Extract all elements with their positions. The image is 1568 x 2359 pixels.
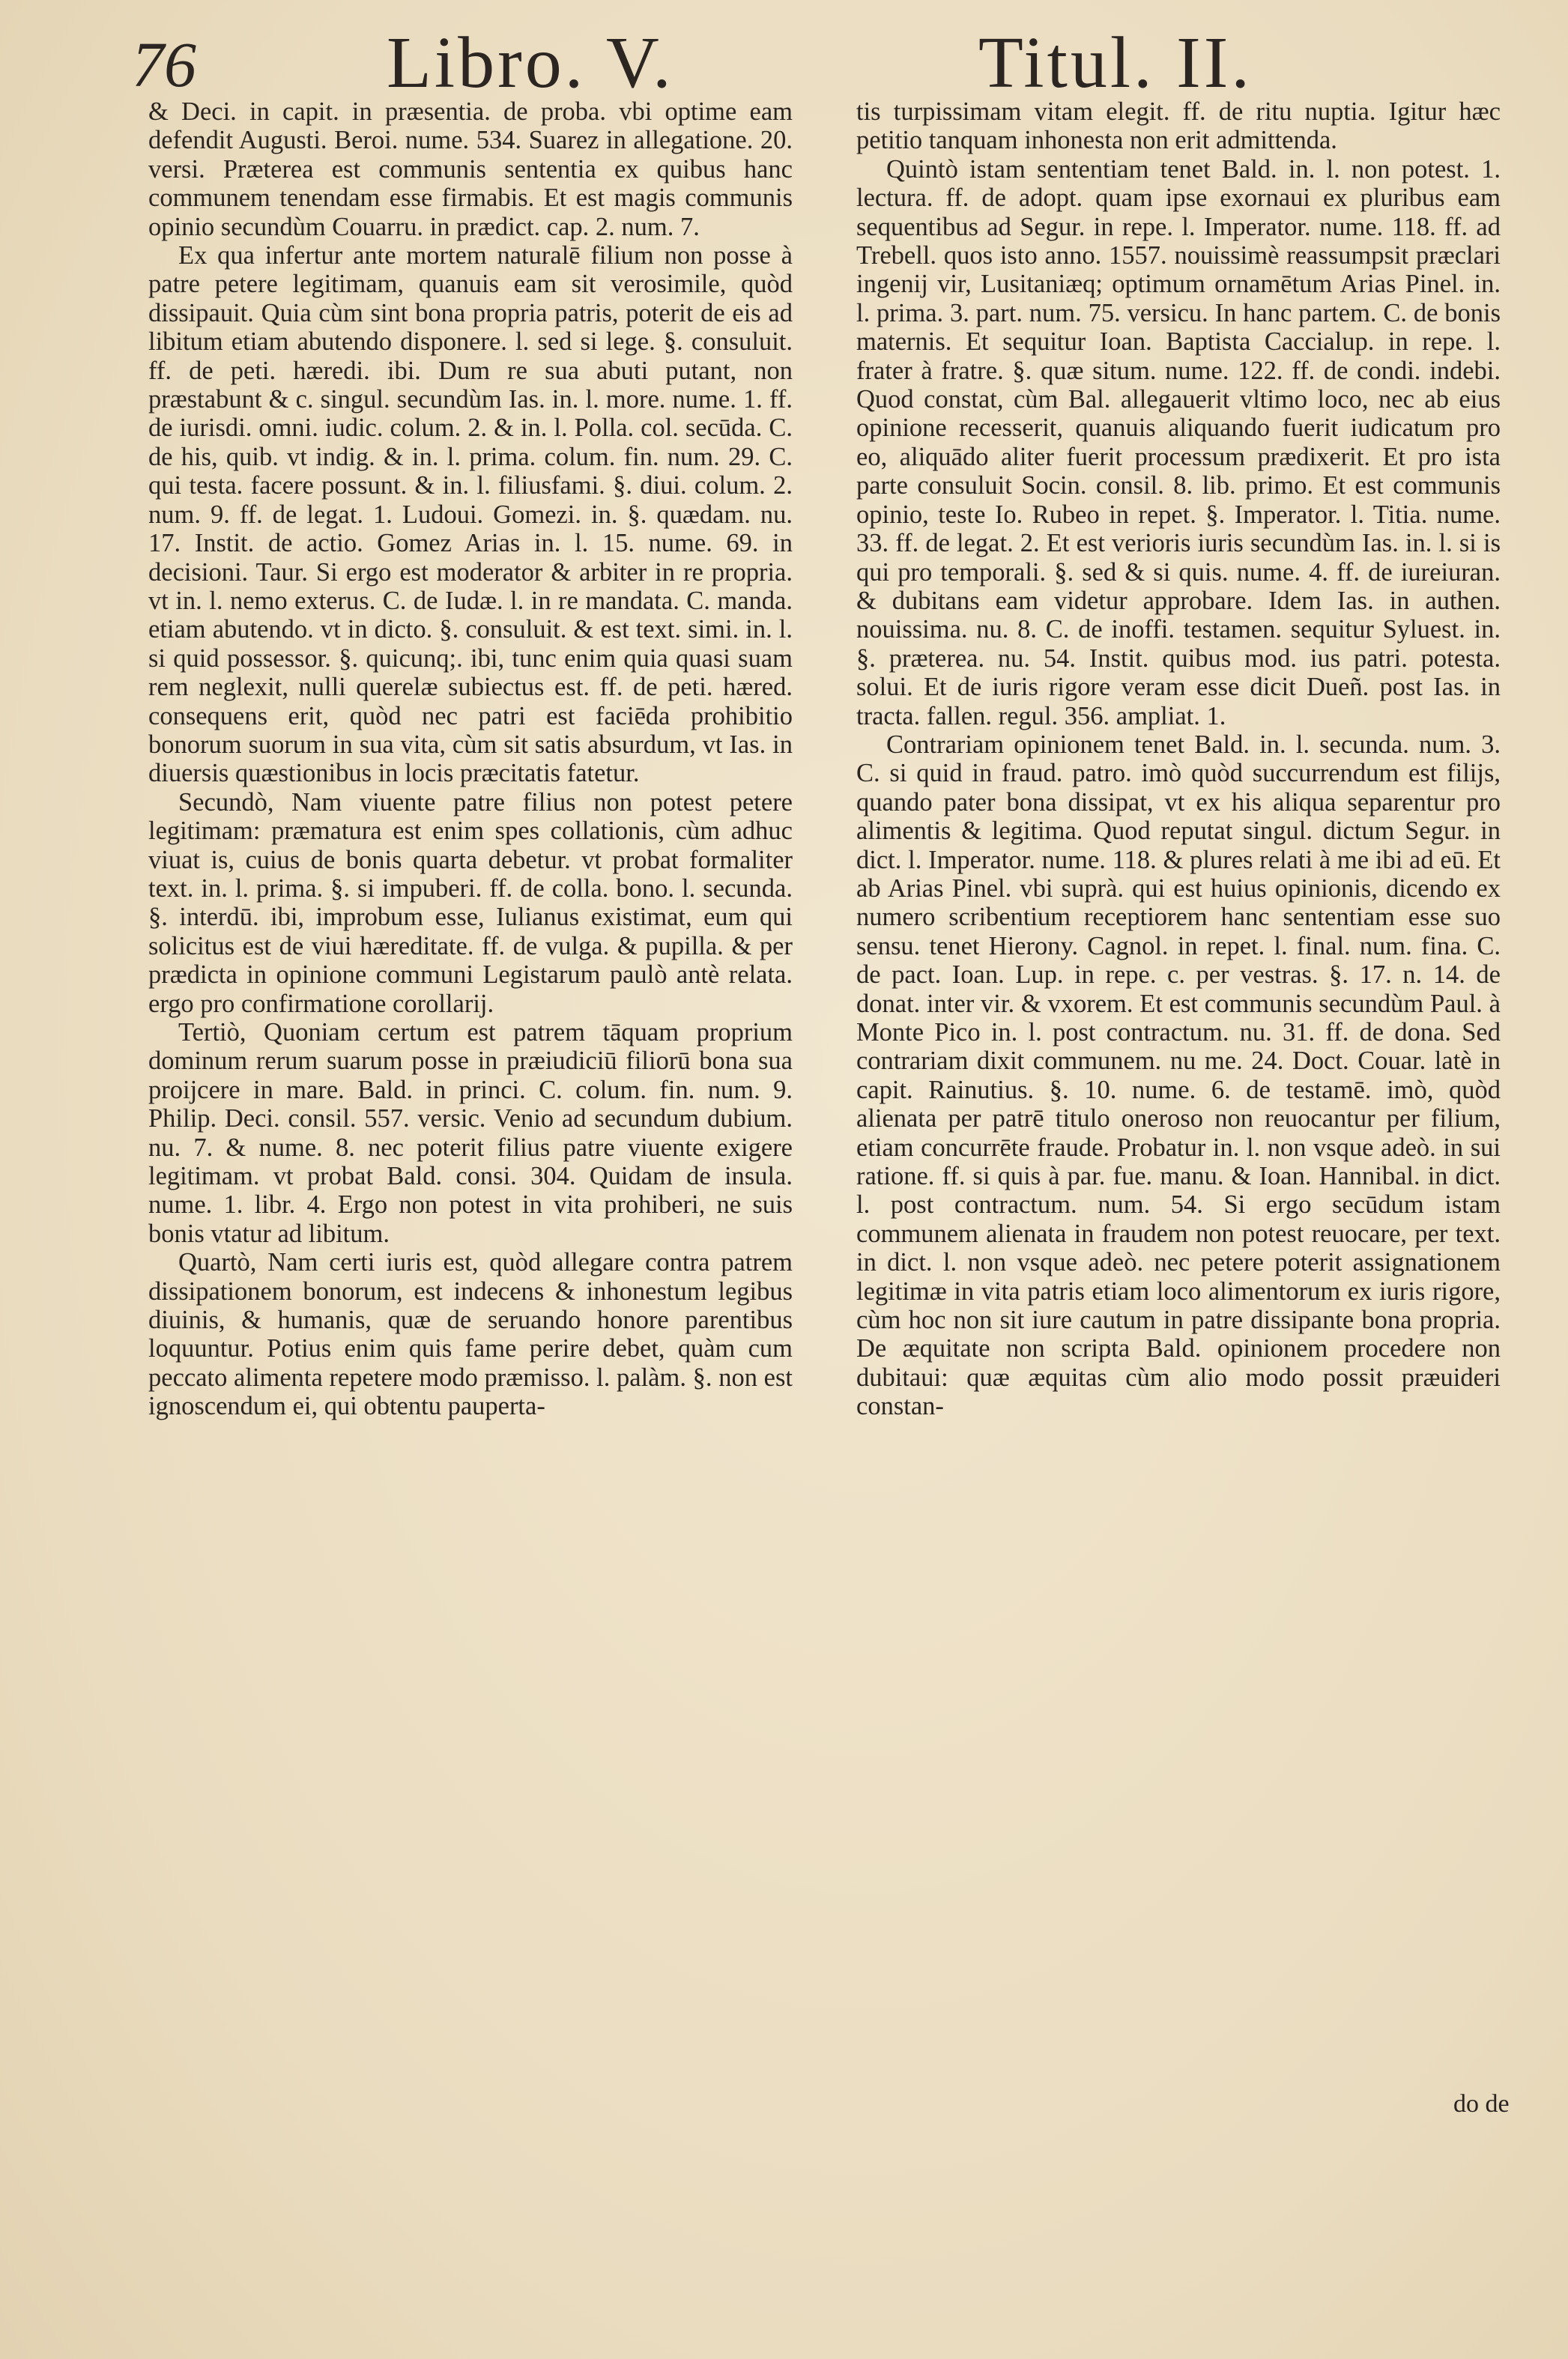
catchword: do de	[1453, 2090, 1510, 2118]
running-header	[132, 13, 1283, 103]
paragraph: tis turpissimam vitam elegit. ff. de ritu nuptia. Igitur hæc petitio tanquam inhonesta non erit admittenda.	[856, 97, 1501, 155]
left-column	[148, 97, 793, 1421]
paragraph: & Deci. in capit. in præsentia. de proba. vbi optime eam defendit Augusti. Beroi. nume. 534. Suarez in allegatione. 20. versi. Præterea est communis sententia ex quibus hanc communem tenendam esse firmabis. Et est magis communis opinio secundùm Couarru. in prædict. cap. 2. num. 7.	[148, 97, 793, 241]
paragraph: Quartò, Nam certi iuris est, quòd allegare contra patrem dissipationem bonorum, est indecens & inhonestum legibus diuinis, & humanis, quæ de seruando honore parentibus loquuntur. Potius enim quis fame perire debet, quàm cum peccato alimenta repetere modo præmisso. l. palàm. §. non est ignoscendum ei, qui obtentu pauperta-	[148, 1248, 793, 1421]
book-heading: Libro. V.	[387, 22, 674, 103]
paragraph: Contrariam opinionem tenet Bald. in. l. secunda. num. 3. C. si quid in fraud. patro. imò quòd succurrendum est filijs, quando pater bona dissipat, vt ex his aliqua separentur pro alimentis & legitima. Quod reputat singul. dictum Segur. in dict. l. Imperator. nume. 118. & plures relati à me ibi ad eū. Et ab Arias Pinel. vbi suprà. qui est huius opinionis, dicendo ex numero scribentium receptiorem hanc sententiam esse suo sensu. tenet Hierony. Cagnol. in repet. l. final. num. fina. C. de pact. Ioan. Lup. in repe. c. per vestras. §. 17. n. 14. de donat. inter vir. & vxorem. Et est communis secundùm Paul. à Monte Pico in. l. post contractum. nu. 31. ff. de dona. Sed contrariam dixit communem. nu me. 24. Doct. Couar. latè in capit. Rainutius. §. 10. nume. 6. de testamē. imò, quòd alienata per patrē titulo oneroso non reuocantur per filium, etiam concurrēte fraude. Probatur in. l. non vsque adeò. in sui ratione. ff. si quis à par. fue. manu. & Ioan. Hannibal. in dict. l. post contractum. num. 54. Si ergo secūdum istam communem alienata in fraudem non potest reuocare, per text. in dict. l. non vsque adeò. nec petere poterit assignationem legitimæ in vita patris etiam loco alimentorum ex iuris rigore, cùm hoc non sit iure cautum in patre dissipante bona propria. De æquitate non scripta Bald. opinionem procedere non dubitaui: quæ æquitas cùm alio modo possit præuideri constan-	[856, 730, 1501, 1421]
page-number: 76	[132, 28, 196, 100]
right-column	[856, 97, 1501, 1421]
paragraph: Secundò, Nam viuente patre filius non potest petere legitimam: præmatura est enim spes collationis, cùm adhuc viuat is, cuius de bonis quarta debetur. vt probat formaliter text. in. l. prima. §. si impuberi. ff. de colla. bono. l. secunda. §. interdū. ibi, improbum esse, Iulianus existimat, eum qui solicitus est de viui hæreditate. ff. de vulga. & pupilla. & per prædicta in opinione communi Legistarum paulò antè relata. ergo pro confirmatione corollarij.	[148, 787, 793, 1018]
title-heading: Titul. II.	[978, 22, 1253, 103]
paragraph: Tertiò, Quoniam certum est patrem tāquam proprium dominum rerum suarum posse in præiudiciū filiorū bona sua proijcere in mare. Bald. in princi. C. colum. fin. num. 9. Philip. Deci. consil. 557. versic. Venio ad secundum dubium. nu. 7. & nume. 8. nec poterit filius patre viuente exigere legitimam. vt probat Bald. consi. 304. Quidam de insula. nume. 1. libr. 4. Ergo non potest in vita prohiberi, ne suis bonis vtatur ad libitum.	[148, 1018, 793, 1248]
paragraph: Quintò istam sententiam tenet Bald. in. l. non potest. 1. lectura. ff. de adopt. quam ipse exornaui ex pluribus eam sequentibus ad Segur. in repe. l. Imperator. nume. 118. ff. ad Trebell. quos isto anno. 1557. nouissimè reassumpsit præclari ingenij vir, Lusitaniæq; optimum ornamētum Arias Pinel. in. l. prima. 3. part. num. 75. versicu. In hanc partem. C. de bonis maternis. Et sequitur Ioan. Baptista Caccialup. in repe. l. frater à fratre. §. quæ situm. nume. 122. ff. de condi. indebi. Quod constat, cùm Bal. allegauerit vltimo loco, nec ab eius opinione recesserit, quanuis aliquando fuerit iudicatum pro eo, aliquādo aliter fuerit processum prædixerit. Et pro ista parte consuluit Socin. consil. 8. lib. primo. Et est communis opinio, teste Io. Rubeo in repet. §. Imperator. l. Titia. nume. 33. ff. de legat. 2. Et est verioris iuris secundùm Ias. in. l. si is qui pro temporali. §. sed & si quis. nume. 4. ff. de iureiuran. & dubitans eam videtur approbare. Idem Ias. in authen. nouissima. nu. 8. C. de inoffi. testamen. sequitur Syluest. in. §. præterea. nu. 54. Instit. quibus mod. ius patri. potesta. solui. Et de iuris rigore veram esse dicit Dueñ. post Ias. in tracta. fallen. regul. 356. ampliat. 1.	[856, 154, 1501, 730]
paragraph: Ex qua infertur ante mortem naturalē filium non posse à patre petere legitimam, quanuis eam sit verosimile, quòd dissipauit. Quia cùm sint bona propria patris, poterit de eis ad libitum etiam abutendo disponere. l. sed si lege. §. consuluit. ff. de peti. hæredi. ibi. Dum re sua abuti putant, non præstabunt & c. singul. secundùm Ias. in. l. more. nume. 1. ff. de iurisdi. omni. iudic. colum. 2. & in. l. Polla. col. secūda. C. de his, quib. vt indig. & in. l. prima. colum. fin. num. 29. C. qui testa. facere possunt. & in. l. filiusfami. §. diui. colum. 2. num. 9. ff. de legat. 1. Ludoui. Gomezi. in. §. quædam. nu. 17. Instit. de actio. Gomez Arias in. l. 15. nume. 69. in decisioni. Taur. Si ergo est moderator & arbiter in re propria. vt in. l. nemo exterus. C. de Iudæ. l. in re mandata. C. manda. etiam abutendo. vt in dicto. §. consuluit. & est text. simi. in. l. si quid possessor. §. quicunq;. ibi, tunc enim quia quasi suam rem neglexit, nulli querelæ subiectus est. ff. de peti. hæred. consequens erit, quòd nec patri est faciēda prohibitio bonorum suorum in sua vita, cùm sit satis absurdum, vt Ias. in diuersis quæstionibus in locis præcitatis fatetur.	[148, 241, 793, 788]
